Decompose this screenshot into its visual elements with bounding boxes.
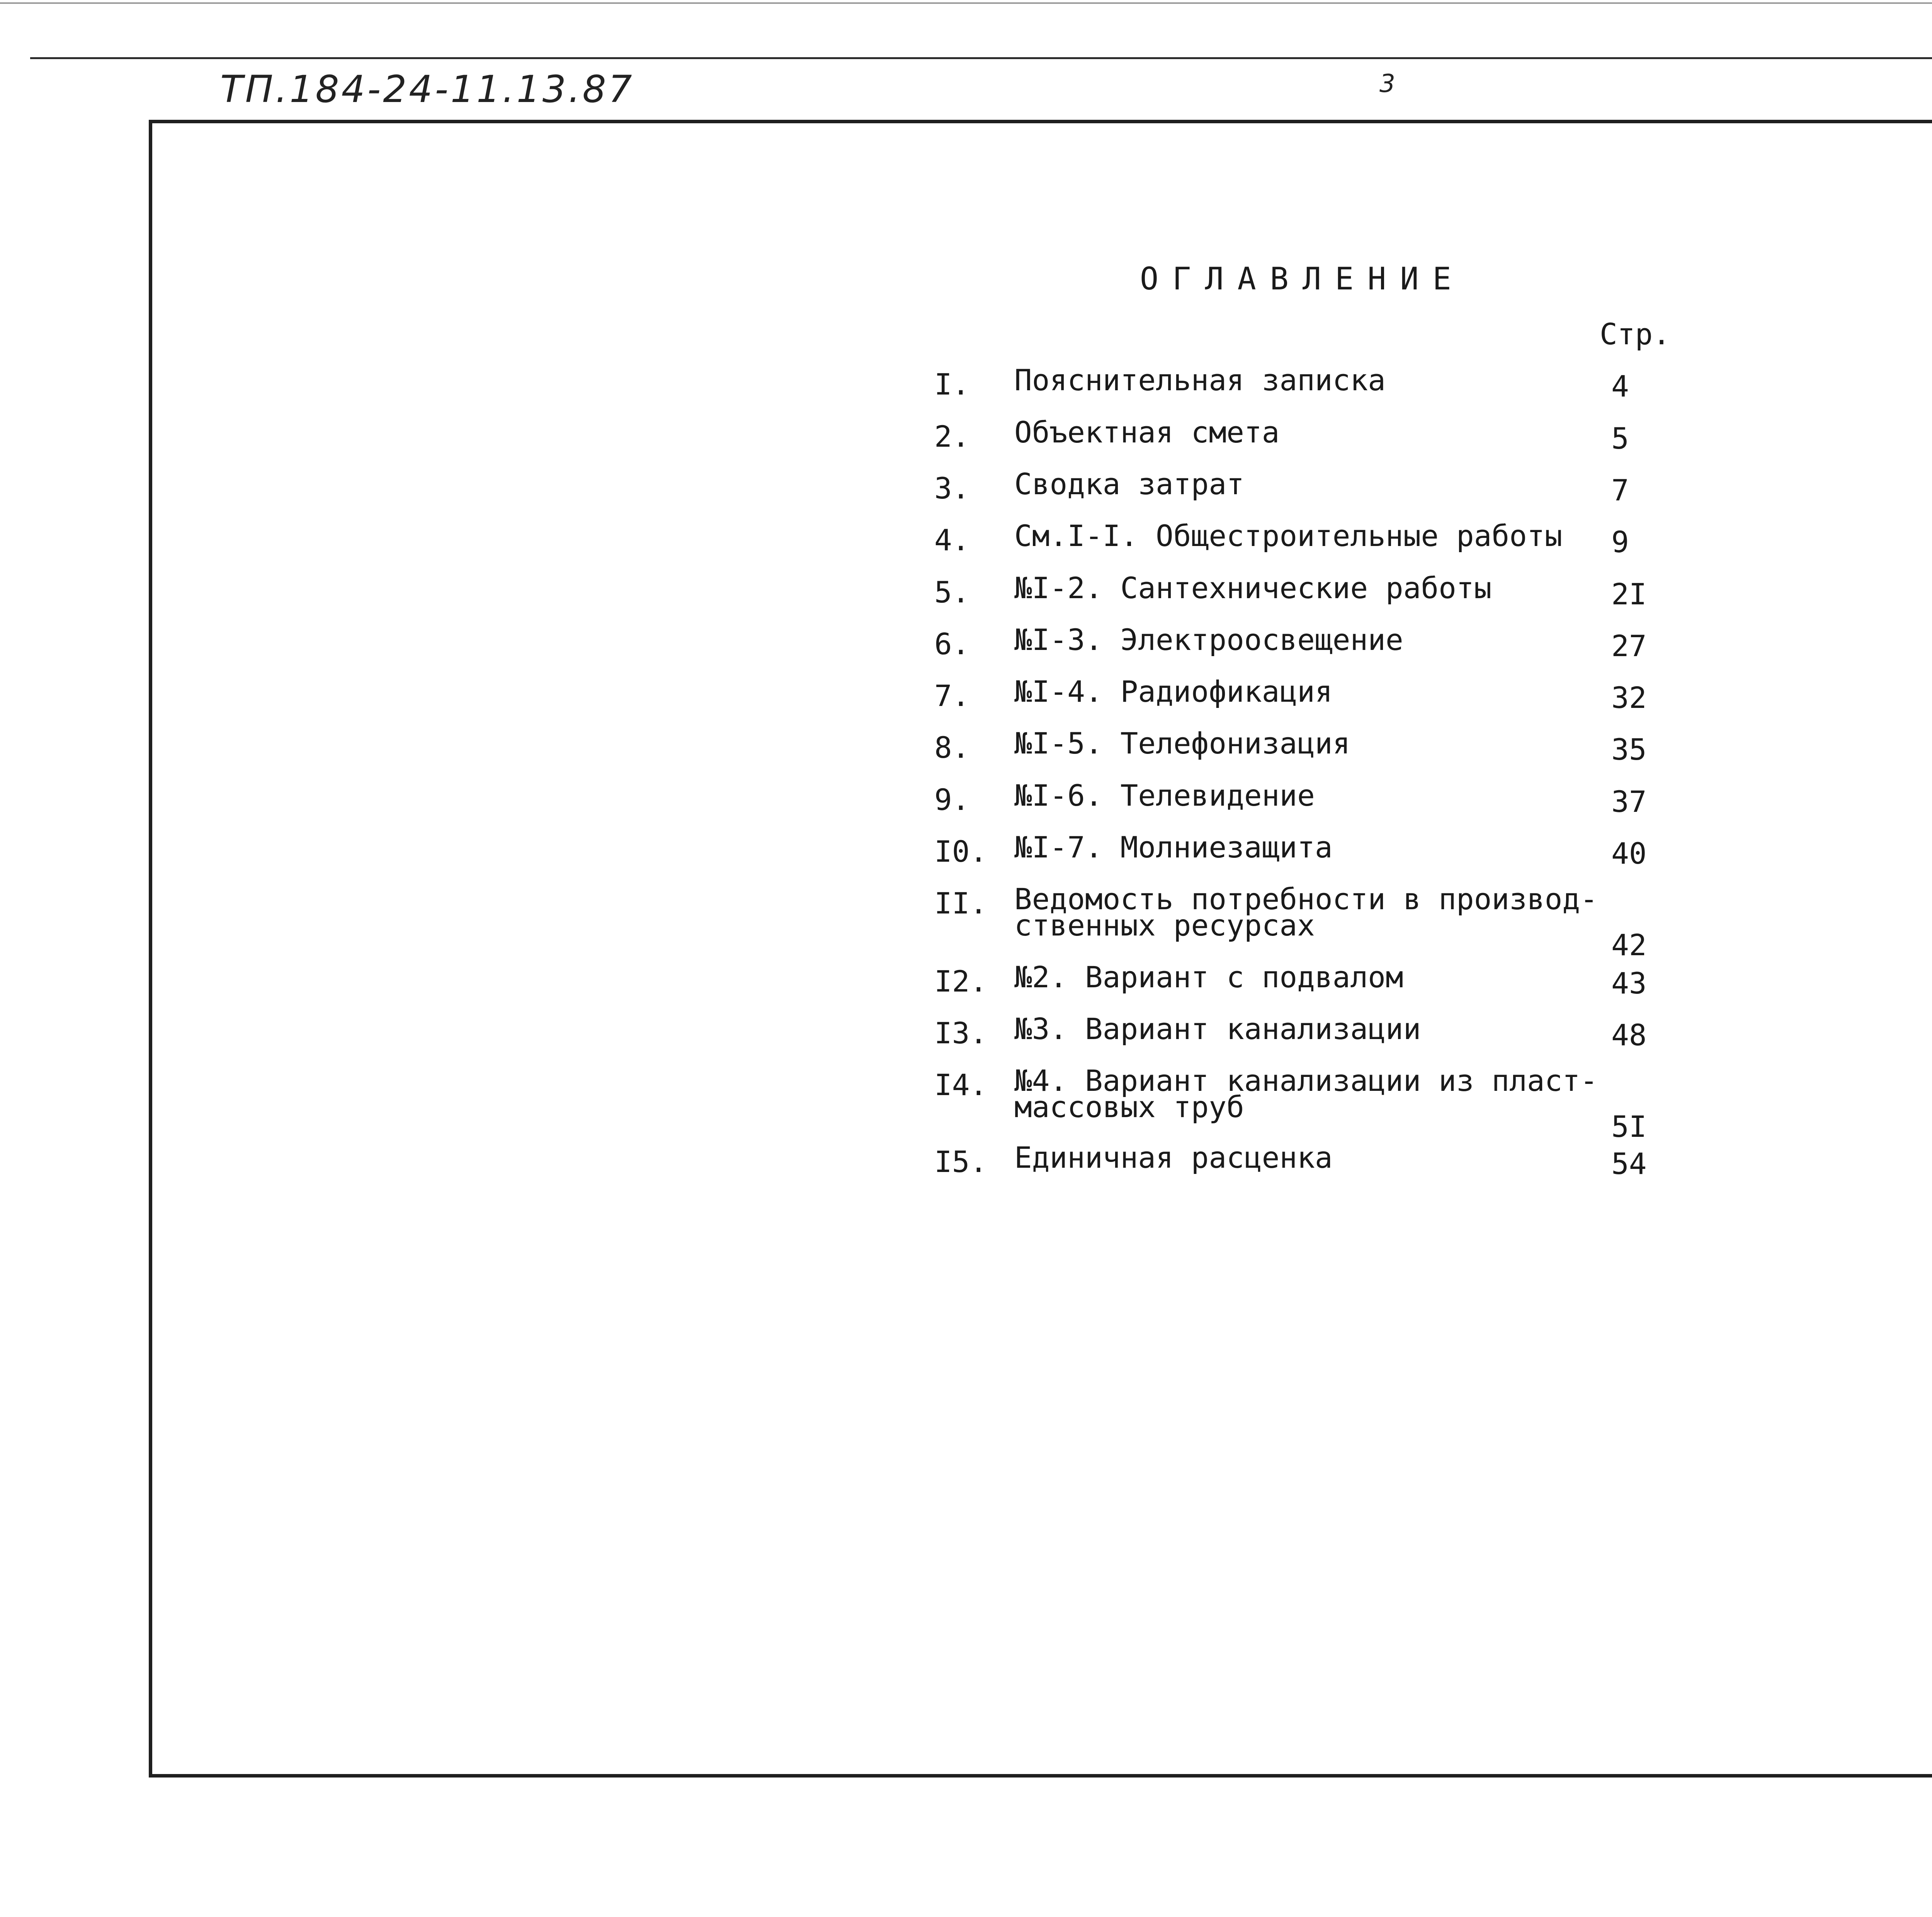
toc-entry-number: I. — [934, 367, 970, 401]
toc-entry-page: 5I — [1611, 1109, 1647, 1144]
toc-entry-number: 5. — [934, 575, 970, 609]
toc-entry-number: II. — [934, 886, 988, 920]
toc-entry-number: 9. — [934, 782, 970, 817]
document-code: ТП.184-24-11.13.87 — [220, 68, 634, 111]
toc-entry-page: 32 — [1611, 680, 1647, 715]
toc-entry-title-line: ственных ресурсах — [1014, 908, 1315, 942]
toc-entry-number: 8. — [934, 730, 970, 765]
toc-entry-number: I5. — [934, 1145, 988, 1179]
toc-entry-number: I3. — [934, 1016, 988, 1050]
page-number: 3 — [1379, 70, 1395, 98]
toc-entry-title: №I-5. Телефонизация — [1014, 726, 1350, 760]
toc-entry-number: 3. — [934, 471, 970, 505]
toc-entry-number: I0. — [934, 834, 988, 869]
toc-entry-page: 48 — [1611, 1018, 1647, 1052]
toc-entry-page: 40 — [1611, 836, 1647, 871]
toc-entry-title: №3. Вариант канализации — [1014, 1012, 1421, 1046]
top-edge-line — [0, 2, 1932, 4]
toc-entry-page: 43 — [1611, 966, 1647, 1000]
toc-entry-page: 5 — [1611, 421, 1629, 456]
toc-entry-page: 35 — [1611, 732, 1647, 767]
toc-entry-title: Пояснительная записка — [1014, 363, 1386, 397]
toc-entry-title — [1014, 1063, 1598, 1124]
toc-entry-page: 42 — [1611, 928, 1647, 962]
toc-entry-page: 9 — [1611, 525, 1629, 559]
toc-entry-page: 4 — [1611, 369, 1629, 403]
toc-entry-title: №I-4. Радиофикация — [1014, 674, 1333, 709]
toc-entry-number: 7. — [934, 679, 970, 713]
toc-entry-page: 7 — [1611, 473, 1629, 507]
toc-entry-page: 2I — [1611, 577, 1647, 611]
toc-entry-page: 27 — [1611, 629, 1647, 663]
toc-entry-title-line: №4. Вариант канализации из пласт- — [1014, 1063, 1598, 1098]
toc-entry-title: Сводка затрат — [1014, 467, 1244, 501]
toc-entry-number: I4. — [934, 1068, 988, 1102]
toc-entry-title-line: массовых труб — [1014, 1090, 1244, 1124]
contents-title: ОГЛАВЛЕНИЕ — [1140, 261, 1465, 297]
toc-entry-page: 37 — [1611, 784, 1647, 819]
toc-entry-title: №I-2. Сантехнические работы — [1014, 571, 1492, 605]
toc-entry-title: №I-3. Электроосвещение — [1014, 623, 1403, 657]
toc-entry-title-line: Ведомость потребности в производ- — [1014, 882, 1598, 916]
header-rule — [30, 57, 1932, 59]
toc-entry-title — [1014, 882, 1598, 942]
toc-entry-number: 6. — [934, 627, 970, 661]
toc-entry-number: 2. — [934, 419, 970, 454]
toc-entry-number: I2. — [934, 964, 988, 998]
toc-entry-title: №2. Вариант с подвалом — [1014, 960, 1403, 994]
toc-entry-title: Объектная смета — [1014, 415, 1280, 449]
toc-entry-number: 4. — [934, 523, 970, 557]
toc-entry-page: 54 — [1611, 1146, 1647, 1181]
toc-entry-title: №I-7. Молниезащита — [1014, 830, 1333, 864]
toc-entry-title: См.I-I. Общестроительные работы — [1014, 519, 1563, 553]
page-column-header: Стр. — [1600, 317, 1671, 351]
toc-entry-title: Единичная расценка — [1014, 1140, 1333, 1175]
toc-entry-title: №I-6. Телевидение — [1014, 778, 1315, 813]
